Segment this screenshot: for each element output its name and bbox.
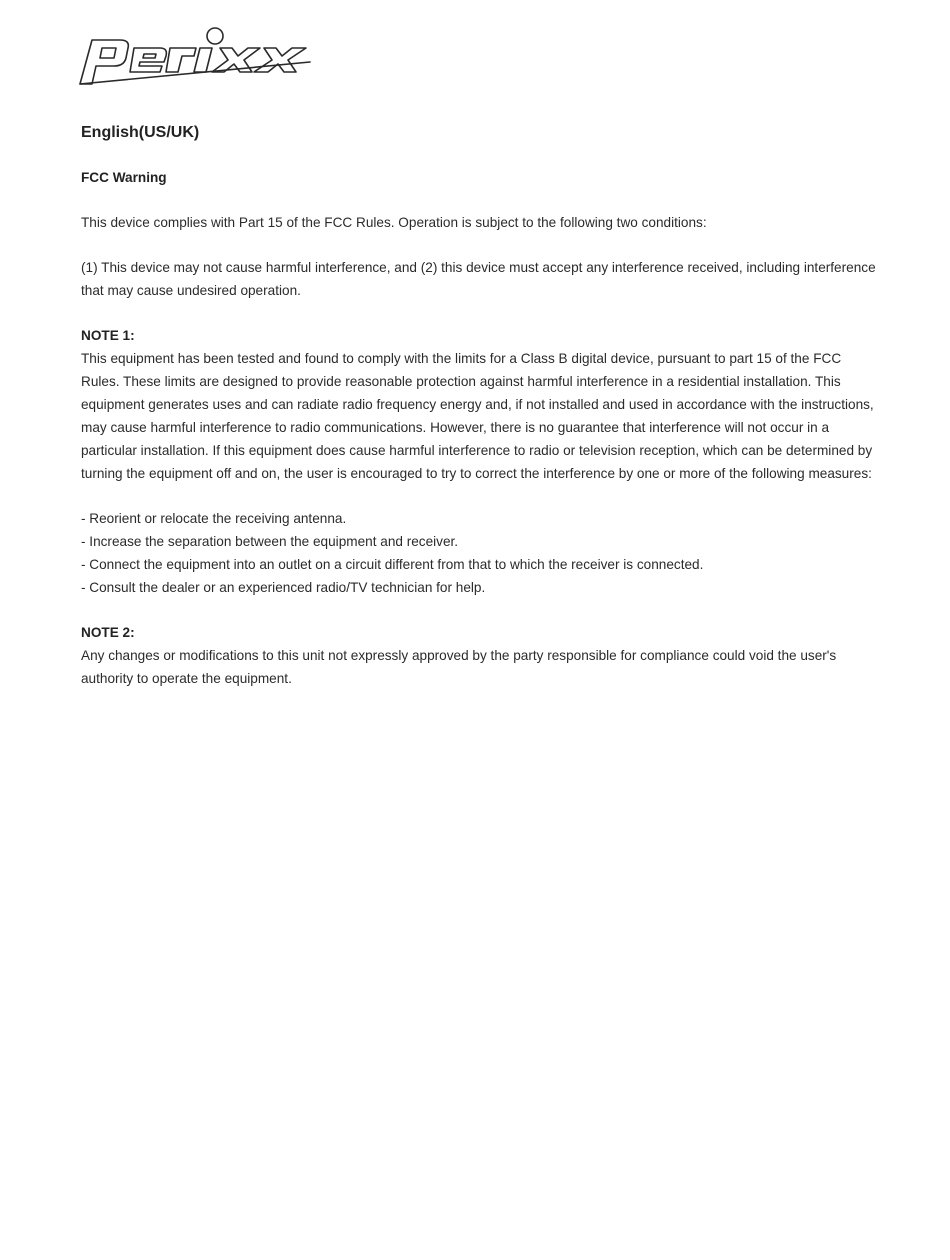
note1-paragraph: This equipment has been tested and found to comply with the limits for a Class B digital device, pursuant to part 15 of the FCC Rules. These limits are designed to provide reasonable protection against harmful interference in a residential installation. This equipment generates uses and can radiate radio frequency energy and, if not installed and used in accordance with the instructions, may cause harmful interference to radio communications. However, there is no guarantee that interference will not occur in a particular installation. If this equipment does cause harmful interference to radio or television reception, which can be determined by turning the equipment off and on, the user is encouraged to try to correct the interference by one or more of the following measures: xyxy=(81,351,874,481)
list-item: - Increase the separation between the equipment and receiver. xyxy=(81,534,459,549)
list-item: - Connect the equipment into an outlet on a circuit different from that to which the receiver is connected. xyxy=(81,557,704,572)
perixx-logo xyxy=(74,18,320,90)
note1-heading: NOTE 1: xyxy=(81,328,135,343)
note2-heading: NOTE 2: xyxy=(81,625,135,640)
list-item: - Consult the dealer or an experienced radio/TV technician for help. xyxy=(81,580,486,595)
list-item: - Reorient or relocate the receiving antenna. xyxy=(81,511,347,526)
fcc-warning-heading: FCC Warning xyxy=(81,170,167,185)
conditions-paragraph: (1) This device may not cause harmful interference, and (2) this device must accept any interference received, including interference that may cause undesired operation. xyxy=(81,260,876,298)
measures-list xyxy=(81,507,881,599)
document-body xyxy=(81,121,881,712)
note2-paragraph: Any changes or modifications to this unit not expressly approved by the party responsible for compliance could void the user's authority to operate the equipment. xyxy=(81,648,837,686)
language-heading: English(US/UK) xyxy=(81,124,200,141)
perixx-logo-graphic xyxy=(74,18,320,90)
compliance-paragraph: This device complies with Part 15 of the FCC Rules. Operation is subject to the following two conditions: xyxy=(81,215,707,230)
